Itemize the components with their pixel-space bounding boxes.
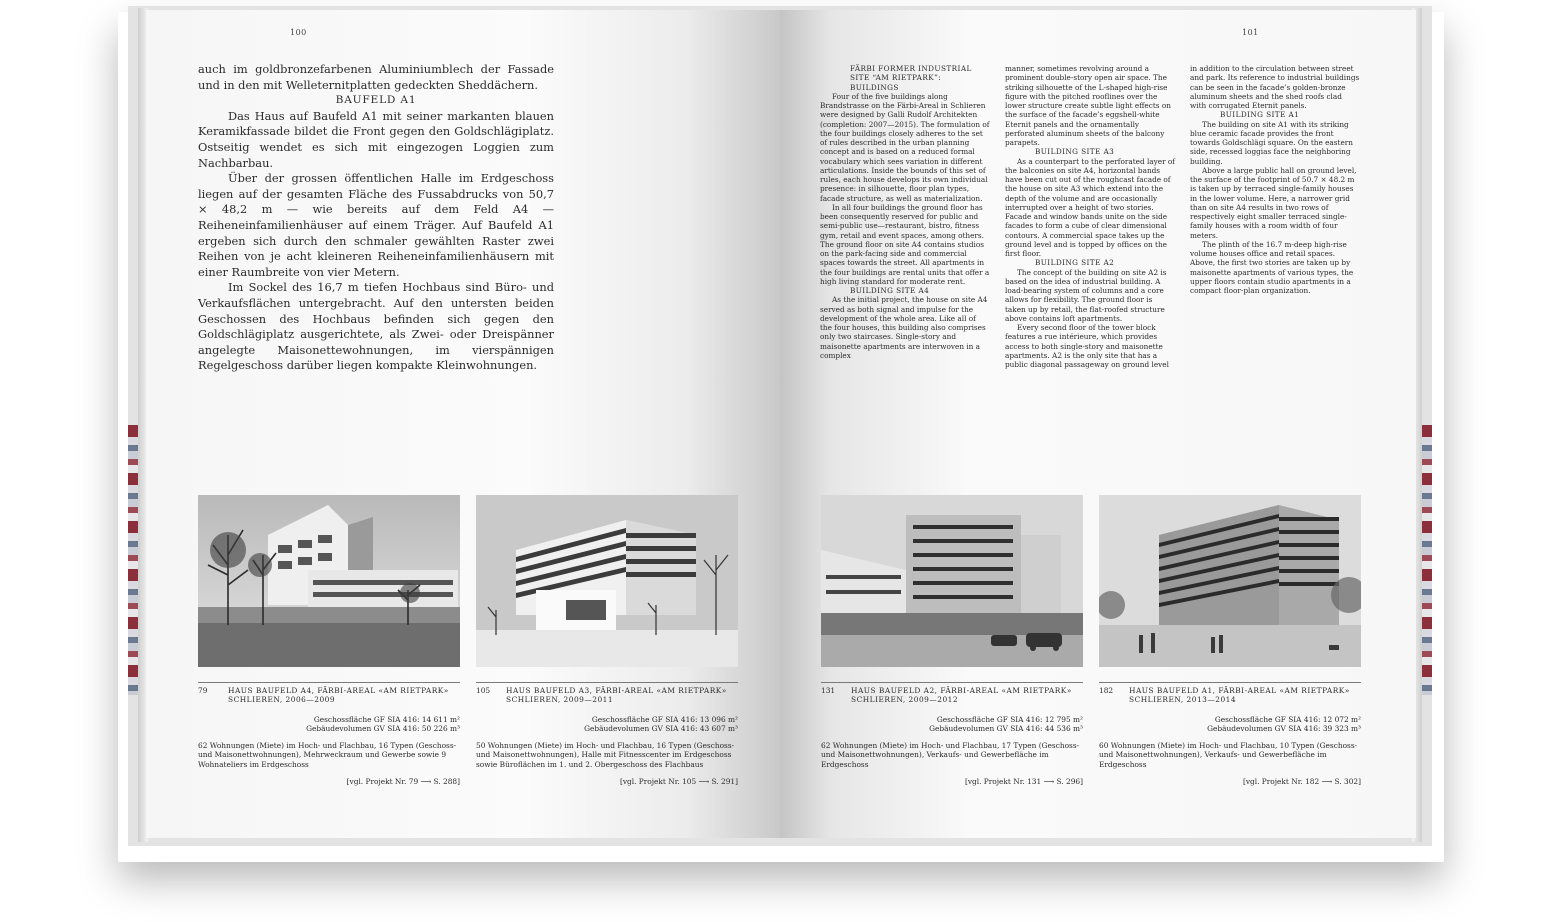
- floor-area: Geschossfläche GF SIA 416: 12 072 m²: [1214, 714, 1361, 724]
- paragraph: Four of the five buildings along Brandstrasse on the Färbi-Areal in Schlieren were designed by Galli Rudolf Architekten (completion: 2007—2015). The formulation of the four buildings closely adheres to the set of rules described in the urban planning concept and is based on a reduced formal vocabulary which sees variation in different articulations. Inside the bounds of this set of rules, each house develops its own individual presence: in silhouette, floor plan types, facade structure, as well as materialization.: [820, 91, 990, 203]
- project-title: HAUS BAUFELD A2, FÄRBI-AREAL «AM RIETPARK»: [851, 686, 1072, 695]
- project-location-years: SCHLIEREN, 2006—2009: [228, 695, 336, 705]
- floor-area: Geschossfläche GF SIA 416: 13 096 m²: [591, 714, 738, 724]
- english-column-2: [1005, 64, 1175, 369]
- caption-rule: [198, 682, 460, 683]
- project-reference: [vgl. Projekt Nr. 79 ⟶ S. 288]: [346, 777, 460, 787]
- paragraph: in addition to the circulation between street and park. Its reference to industrial buildings can be seen in the facade’s golden-bronze aluminum sheets and the shed roofs clad with corrugated Eternit panels.: [1190, 64, 1360, 110]
- caption-project-131: [821, 682, 1083, 786]
- project-stats: [1099, 715, 1361, 734]
- caption-header: [821, 686, 1083, 705]
- building-volume: Gebäudevolumen GV SIA 416: 50 226 m³: [306, 723, 460, 733]
- section-heading: FÄRBI FORMER INDUSTRIAL SITE “AM RIETPARK”: BUILDINGS: [850, 64, 972, 92]
- photo-a2-image: [821, 495, 1083, 667]
- project-description: 50 Wohnungen (Miete) im Hoch- und Flachbau, 16 Typen (Geschoss- und Maisonettwohnungen), Halle mit Fitnesscenter im Erdgeschoss sowie Büroflächen im 1. und 2. Obergeschoss des Flachbaus: [476, 741, 735, 769]
- english-column-1: [820, 64, 990, 360]
- section-heading: BUILDING SITE A4: [850, 286, 930, 295]
- building-volume: Gebäudevolumen GV SIA 416: 43 607 m³: [584, 723, 738, 733]
- caption-project-182: [1099, 682, 1361, 786]
- project-title: HAUS BAUFELD A4, FÄRBI-AREAL «AM RIETPARK»: [228, 686, 449, 695]
- caption-header: [198, 686, 460, 705]
- project-number: 79: [198, 686, 208, 695]
- right-page: [780, 10, 1416, 838]
- paragraph: As a counterpart to the perforated layer of the balconies on site A4, horizontal bands have been cut out of the roughcast facade of the house on site A3 which extend into the depth of the volume and are occasionally interrupted over a height of two stories. Facade and window bands unite on the side facades to form a cube of clear dimensional contours. A commercial space takes up the ground level and is topped by offices on the first floor.: [1005, 156, 1175, 258]
- paragraph: Im Sockel des 16,7 m tiefen Hochbaus sind Büro- und Verkaufsflächen untergebracht. Auf den untersten beiden Geschossen des Hochbaus befinden sich gegen den Goldschlägiplatz ausgerichtete, als Zwei- oder Dreispänner angelegte Maisonettewohnungen, im vierspännigen Regelgeschoss darüber liegen kompakte Kleinwohnungen.: [198, 280, 554, 373]
- page-number-left: 100: [290, 28, 307, 37]
- project-stats: [821, 715, 1083, 734]
- paragraph: Über der grossen öffentlichen Halle im Erdgeschoss liegen auf der gesamten Fläche des Fussabdrucks von 50,7 × 48,2 m — wie bereits auf dem Feld A4 — Reiheneinfamilienhäuser auf einem Träger. Auf Baufeld A1 ergeben sich durch den schmaler gewählten Raster zwei Reihen von je acht kleineren Reiheneinfamilienhäusern mit einer Raumbreite von vier Metern.: [198, 171, 554, 279]
- photo-building-a4: [198, 495, 460, 667]
- paragraph: Every second floor of the tower block features a rue intérieure, which provides access to both single-story and maisonette apartments. A2 is the only site that has a public diagonal passageway on ground level: [1005, 323, 1169, 369]
- caption-header: [1099, 686, 1361, 705]
- paragraph: The concept of the building on site A2 is based on the idea of industrial building. A load-bearing system of columns and a core allows for flexibility. The ground floor is taken up by retail, the flat-roofed structure above contains loft apartments.: [1005, 267, 1167, 323]
- caption-rule: [1099, 682, 1361, 683]
- project-reference: [vgl. Projekt Nr. 105 ⟶ S. 291]: [619, 777, 738, 787]
- paragraph: The building on site A1 with its striking blue ceramic facade provides the front towards Goldschlägi square. On the eastern side, recessed loggias face the neighboring building.: [1190, 119, 1353, 166]
- paragraph: manner, sometimes revolving around a prominent double-story open air space. The striking silhouette of the L-shaped high-rise figure with the pitched rooflines over the lower structure create subtle light effects on the surface of the facade’s eggshell-white Eternit panels and the ornamentally perforated aluminum sheets of the balcony parapets.: [1005, 64, 1171, 147]
- project-stats: [198, 715, 460, 734]
- project-title: HAUS BAUFELD A3, FÄRBI-AREAL «AM RIETPARK»: [506, 686, 727, 695]
- project-number: 131: [821, 686, 836, 695]
- page-number-right: 101: [1242, 28, 1259, 37]
- section-heading: BUILDING SITE A2: [1035, 258, 1115, 268]
- floor-area: Geschossfläche GF SIA 416: 12 795 m²: [936, 714, 1083, 724]
- paragraph: In all four buildings the ground floor has been consequently reserved for public and semi-public use—restaurant, bistro, fitness gym, retail and event spaces, among others. The ground floor on site A4 contains studios on the park-facing side and commercial spaces towards the street. All apartments in the four buildings are rental units that offer a high living standard for moderate rent.: [820, 202, 990, 286]
- project-location-years: SCHLIEREN, 2013—2014: [1129, 695, 1237, 705]
- project-location-years: SCHLIEREN, 2009—2011: [506, 695, 614, 705]
- project-number: 105: [476, 686, 491, 695]
- section-heading: BUILDING SITE A3: [1035, 147, 1115, 157]
- project-title: HAUS BAUFELD A1, FÄRBI-AREAL «AM RIETPARK»: [1129, 686, 1350, 695]
- building-volume: Gebäudevolumen GV SIA 416: 44 536 m³: [929, 723, 1083, 733]
- project-reference: [vgl. Projekt Nr. 182 ⟶ S. 302]: [1242, 777, 1361, 787]
- photo-a4-image: [198, 495, 460, 667]
- section-heading: BUILDING SITE A1: [1220, 110, 1300, 120]
- paragraph: Das Haus auf Baufeld A1 mit seiner markanten blauen Keramikfassade bildet die Front gegen den Goldschlägiplatz. Ostseitig wendet es sich mit eingezogen Loggien zum Nachbarbau.: [198, 108, 554, 170]
- paragraph: Above a large public hall on ground level, the surface of the footprint of 50.7 × 48.2 m is taken up by terraced single-family houses in the lower volume. Here, a narrower grid than on site A4 results in two rows of respectively eight smaller terraced single-family houses with a room width of four meters.: [1190, 165, 1357, 240]
- project-description: 62 Wohnungen (Miete) im Hoch- und Flachbau, 17 Typen (Geschoss- und Maisonettwohnungen), Verkaufs- und Gewerbefläche im Erdgeschoss: [821, 741, 1080, 769]
- paragraph: As the initial project, the house on site A4 served as both signal and impulse for the development of the whole area. Like all of the four houses, this building also comprises only two staircases. Single-story and maisonette apartments are interwoven in a complex: [820, 295, 988, 360]
- photo-building-a3: [476, 495, 738, 667]
- caption-header: [476, 686, 738, 705]
- photo-building-a1: [1099, 495, 1361, 667]
- project-location-years: SCHLIEREN, 2009—2012: [851, 695, 959, 705]
- photo-building-a2: [821, 495, 1083, 667]
- german-text: [198, 62, 554, 374]
- project-reference: [vgl. Projekt Nr. 131 ⟶ S. 296]: [964, 777, 1083, 787]
- english-column-3: [1190, 64, 1360, 295]
- project-description: 60 Wohnungen (Miete) im Hoch- und Flachbau, 10 Typen (Geschoss- und Maisonettwohnungen), Verkaufs- und Gewerbefläche im Erdgeschoss: [1099, 741, 1358, 769]
- project-description: 62 Wohnungen (Miete) im Hoch- und Flachbau, 16 Typen (Geschoss- und Maisonettwohnungen), Mehrweckraum und Gewerbe sowie 9 Wohnateliers im Erdgeschoss: [198, 741, 457, 769]
- photo-a1-image: [1099, 495, 1361, 667]
- photo-a3-image: [476, 495, 738, 667]
- section-heading: BAUFELD A1: [335, 94, 417, 107]
- left-page: [146, 10, 780, 838]
- caption-project-105: [476, 682, 738, 786]
- caption-project-79: [198, 682, 460, 786]
- caption-rule: [821, 682, 1083, 683]
- building-volume: Gebäudevolumen GV SIA 416: 39 323 m³: [1207, 723, 1361, 733]
- project-stats: [476, 715, 738, 734]
- floor-area: Geschossfläche GF SIA 416: 14 611 m²: [313, 714, 460, 724]
- caption-rule: [476, 682, 738, 683]
- paragraph: auch im goldbronzefarbenen Aluminiumblech der Fassade und in den mit Welleternitplatten gedeckten Sheddächern.: [198, 62, 554, 92]
- project-number: 182: [1099, 686, 1114, 695]
- paragraph: The plinth of the 16.7 m-deep high-rise volume houses office and retail spaces. Above, the first two stories are taken up by maisonette apartments of various types, the upper floors contain studio apartments in a compact floor-plan organization.: [1190, 239, 1354, 295]
